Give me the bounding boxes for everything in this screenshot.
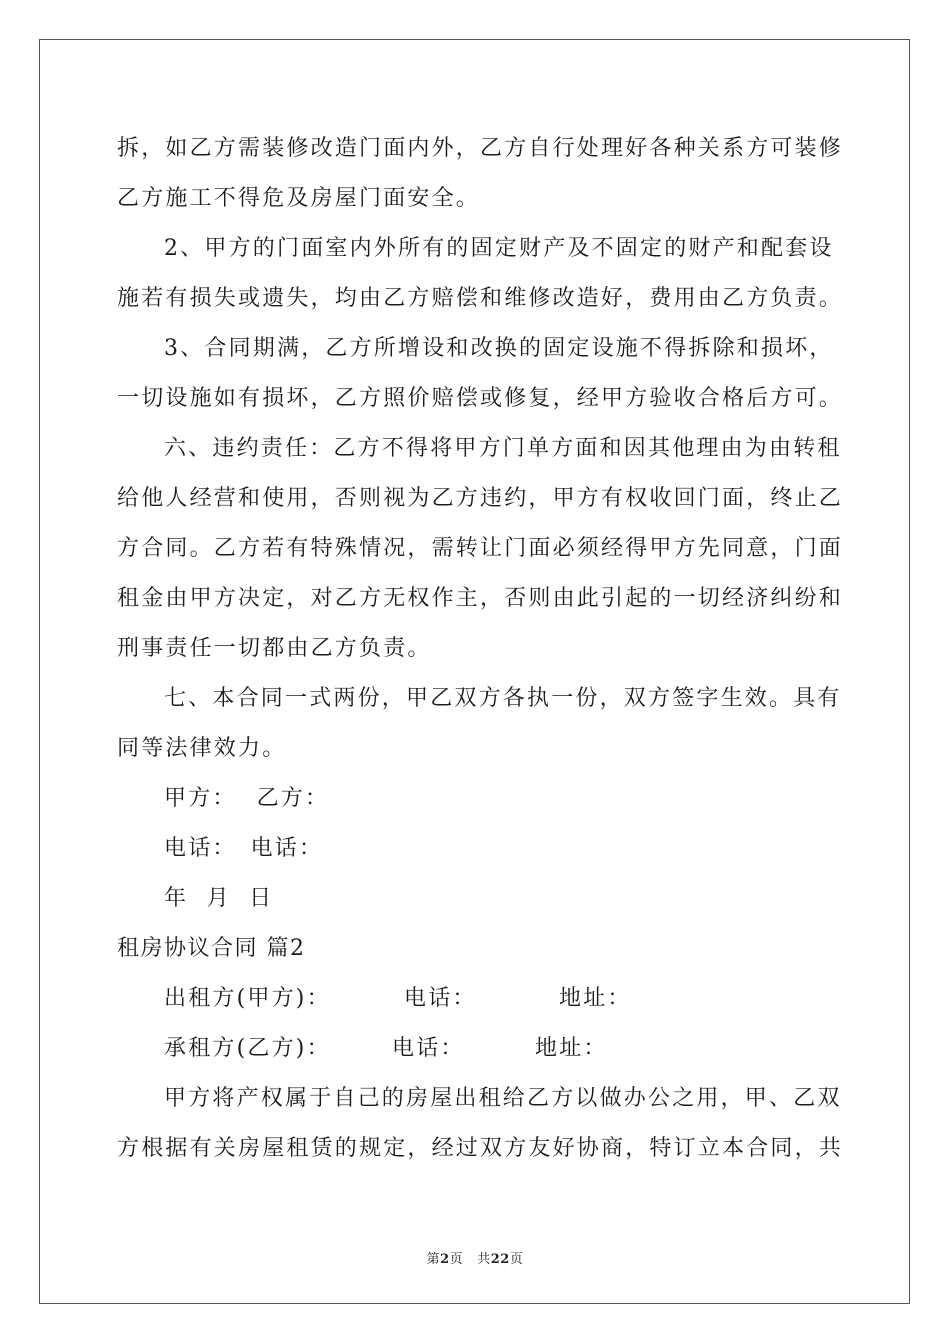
page-suffix: 页 xyxy=(449,1252,464,1267)
lessor-address-label: 地址： xyxy=(559,986,632,1011)
paragraph-line: 3、合同期满，乙方所增设和改换的固定设施不得拆除和损坏， xyxy=(164,336,834,361)
paragraph-line: 乙方施工不得危及房屋门面安全。 xyxy=(117,186,481,211)
phone-a-label: 电话： xyxy=(164,836,237,861)
total-suffix: 页 xyxy=(509,1252,524,1267)
party-a-label: 甲方： xyxy=(164,786,237,811)
paragraph-line: 一切设施如有损坏，乙方照价赔偿或修复，经甲方验收合格后方可。 xyxy=(117,386,844,411)
total-prefix: 共 xyxy=(477,1252,491,1267)
paragraph-line: 给他人经营和使用，否则视为乙方违约，甲方有权收回门面，终止乙 xyxy=(117,486,844,511)
paragraph-line: 同等法律效力。 xyxy=(117,736,287,761)
page-prefix: 第 xyxy=(426,1252,441,1267)
lessee-phone-label: 电话： xyxy=(392,1036,465,1061)
paragraph-line: 刑事责任一切都由乙方负责。 xyxy=(117,636,432,661)
lessor-row xyxy=(117,974,837,1024)
signature-phones xyxy=(117,824,837,874)
paragraph-line: 方合同。乙方若有特殊情况，需转让门面必须经得甲方先同意，门面 xyxy=(117,536,844,561)
lessee-row xyxy=(117,1024,837,1074)
lessee-label: 承租方(乙方)： xyxy=(164,1036,331,1061)
lessor-phone-label: 电话： xyxy=(404,986,477,1011)
page-footer xyxy=(0,1248,950,1267)
lessor-label: 出租方(甲方)： xyxy=(164,986,331,1011)
signature-parties xyxy=(117,774,837,824)
total-pages: 22 xyxy=(490,1252,510,1267)
page-number: 2 xyxy=(440,1252,450,1267)
section-title: 租房协议合同 篇2 xyxy=(117,936,306,961)
paragraph-line: 方根据有关房屋租赁的规定，经过双方友好协商，特订立本合同，共 xyxy=(117,1136,844,1161)
document-body xyxy=(117,124,844,1174)
party-b-label: 乙方： xyxy=(256,786,330,811)
paragraph-line: 拆，如乙方需装修改造门面内外，乙方自行处理好各种关系方可装修 xyxy=(117,136,844,161)
paragraph-line: 六、违约责任：乙方不得将甲方门单方面和因其他理由为由转租 xyxy=(164,436,842,461)
phone-b-label: 电话： xyxy=(250,836,324,861)
paragraph-line: 2、甲方的门面室内外所有的固定财产及不固定的财产和配套设 xyxy=(164,236,834,261)
paragraph-line: 租金由甲方决定，对乙方无权作主，否则由此引起的一切经济纠纷和 xyxy=(117,586,844,611)
lessee-address-label: 地址： xyxy=(535,1036,608,1061)
paragraph-line: 七、本合同一式两份，甲乙双方各执一份，双方签字生效。具有 xyxy=(164,686,842,711)
paragraph-line: 施若有损失或遗失，均由乙方赔偿和维修改造好，费用由乙方负责。 xyxy=(117,286,844,311)
paragraph-line: 甲方将产权属于自己的房屋出租给乙方以做办公之用，甲、乙双 xyxy=(164,1086,842,1111)
signature-date: 年 月 日 xyxy=(164,886,274,911)
